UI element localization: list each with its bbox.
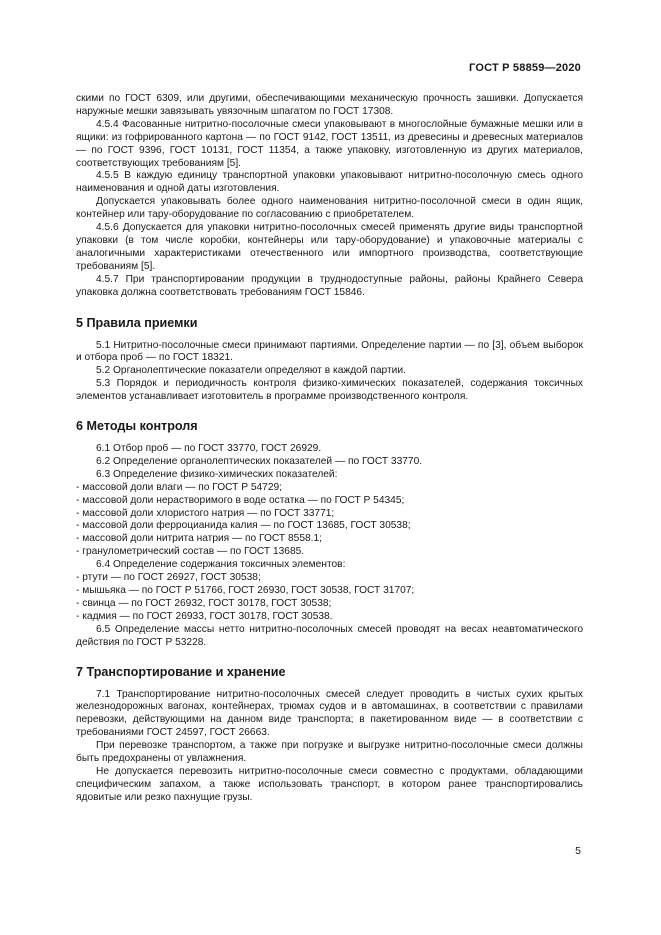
- list-item: - мышьяка — по ГОСТ Р 51766, ГОСТ 26930, ГОСТ 30538, ГОСТ 31707;: [76, 585, 415, 596]
- paragraph: Не допускается перевозить нитритно-посолочные смеси совместно с продуктами, обладающими специфическим запахом, а также использовать транспорт, в котором ранее транспортировались ядовитые или резко пахнущие грузы.: [76, 765, 583, 803]
- list-item: - массовой доли нитрита натрия — по ГОСТ 8558.1;: [76, 533, 322, 545]
- document-body: [76, 93, 583, 805]
- section-heading-5: 5 Правила приемки: [76, 315, 198, 330]
- paragraph: 4.5.7 При транспортировании продукции в труднодоступные районы, районы Крайнего Севера упаковка должна соответствовать требованиям ГОСТ 15846.: [76, 273, 583, 298]
- section-heading-6: 6 Методы контроля: [76, 419, 198, 434]
- paragraph: 4.5.6 Допускается для упаковки нитритно-посолочных смесей применять другие виды транспортной упаковки (в том числе коробки, контейнеры или тару-оборудование) и упаковочные материалы с аналогичными характеристиками отечественного или импортного производства, соответствующие требованиям [5].: [76, 222, 583, 272]
- list-item: - массовой доли ферроцианида калия — по ГОСТ 13685, ГОСТ 30538;: [76, 520, 411, 532]
- list-item: - массовой доли влаги — по ГОСТ Р 54729;: [76, 481, 282, 493]
- paragraph: 4.5.4 Фасованные нитритно-посолочные смеси упаковывают в многослойные бумажные мешки или в ящики: из гофрированного картона — по ГОСТ 9142, ГОСТ 13511, из древесины и древесных материалов — по ГОСТ 9396, ГОСТ 10131, ГОСТ 11354, а также упаковку, изготовленную из других материалов, соответствующих требованиям [5].: [76, 118, 583, 169]
- paragraph: 5.3 Порядок и периодичность контроля физико-химических показателей, содержания токсичных элементов устанавливает изготовитель в программе производственного контроля.: [76, 378, 583, 403]
- paragraph: 4.5.5 В каждую единицу транспортной упаковки упаковывают нитритно-посолочную смесь одного наименования и одной даты изготовления.: [76, 170, 583, 195]
- list-item: - массовой доли нерастворимого в воде остатка — по ГОСТ Р 54345;: [76, 494, 405, 506]
- paragraph: 6.5 Определение массы нетто нитритно-посолочных смесей проводят на весах неавтоматического действия по ГОСТ Р 53228.: [76, 623, 583, 648]
- paragraph: 6.3 Определение физико-химических показателей:: [96, 468, 338, 480]
- document-id-header: ГОСТ Р 58859—2020: [469, 62, 581, 74]
- list-item: - кадмия — по ГОСТ 26933, ГОСТ 30178, ГОСТ 30538.: [76, 610, 333, 622]
- list-item: - ртути — по ГОСТ 26927, ГОСТ 30538;: [76, 572, 261, 584]
- paragraph: 6.4 Определение содержания токсичных элементов:: [96, 559, 346, 571]
- paragraph: 5.2 Органолептические показатели определяют в каждой партии.: [96, 365, 406, 377]
- paragraph: 6.2 Определение органолептических показателей — по ГОСТ 33770.: [96, 455, 423, 467]
- list-item: - свинца — по ГОСТ 26932, ГОСТ 30178, ГОСТ 30538;: [76, 597, 332, 609]
- section-heading-7: 7 Транспортирование и хранение: [76, 664, 286, 679]
- page-number: 5: [575, 845, 581, 857]
- paragraph: Допускается упаковывать более одного наименования нитритно-посолочной смеси в один ящик, контейнер или тару-оборудование по согласованию с приобретателем.: [76, 196, 583, 221]
- paragraph: 6.1 Отбор проб — по ГОСТ 33770, ГОСТ 26929.: [96, 443, 322, 455]
- paragraph: скими по ГОСТ 6309, или другими, обеспечивающими механическую прочность зашивки. Допускается наружные мешки завязывать увязочным шпагатом по ГОСТ 17308.: [76, 93, 583, 117]
- list-item: - гранулометрический состав — по ГОСТ 13685.: [76, 546, 305, 558]
- paragraph: 5.1 Нитритно-посолочные смеси принимают партиями. Определение партии — по [3], объем выборок и отбора проб — по ГОСТ 18321.: [76, 339, 583, 364]
- paragraph: При перевозке транспортом, а также при погрузке и выгрузке нитритно-посолочные смеси должны быть предохранены от увлажнения.: [76, 740, 583, 765]
- paragraph: 7.1 Транспортирование нитритно-посолочных смесей следует проводить в чистых сухих крытых железнодорожных вагонах, контейнерах, трюмах судов и в автомашинах, в соответствии с правилами перевозки, действующими на данном виде транспорта; в пакетированном виде — в соответствии с требованиями ГОСТ 24597, ГОСТ 26663.: [76, 688, 583, 739]
- list-item: - массовой доли хлористого натрия — по ГОСТ 33771;: [76, 507, 335, 519]
